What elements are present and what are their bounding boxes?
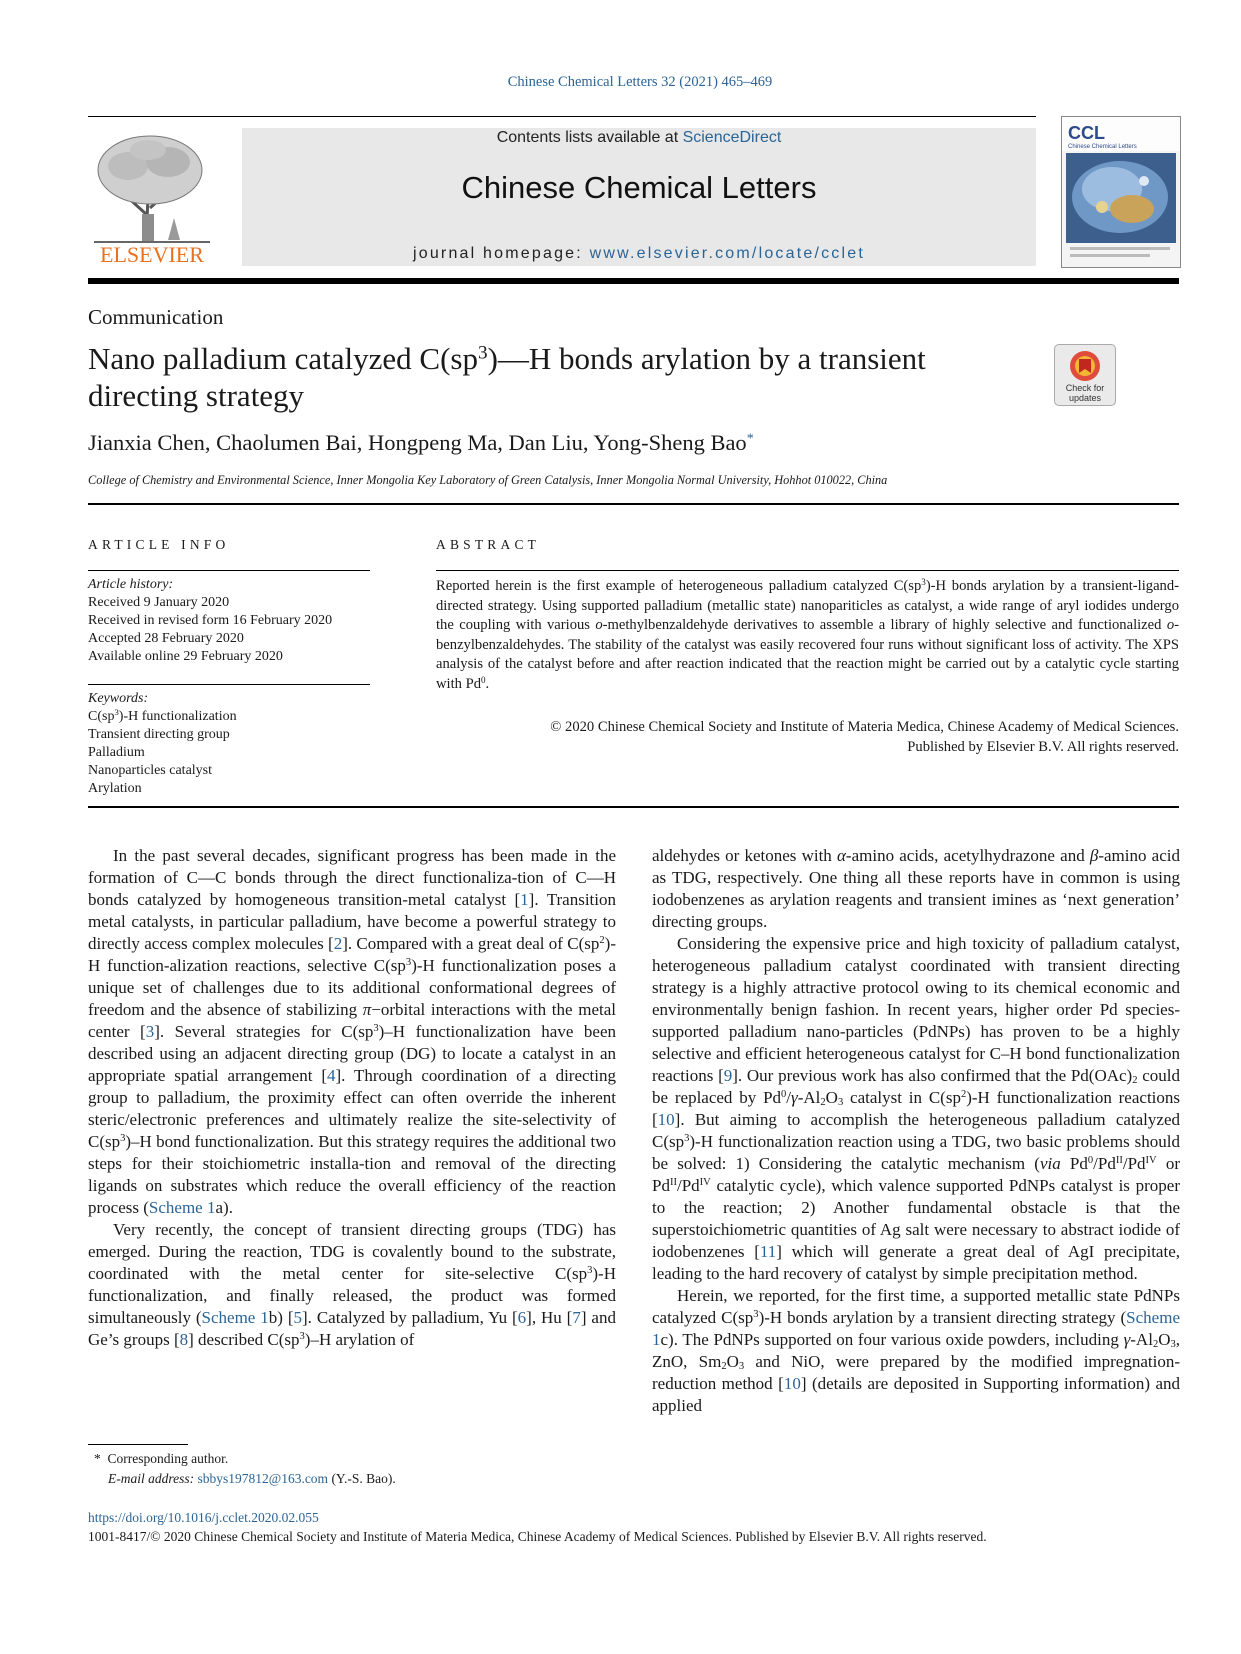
title-superscript: 3: [477, 342, 488, 364]
history-received: Received 9 January 2020: [88, 595, 230, 610]
keyword-item: Palladium: [88, 745, 145, 760]
keywords-rule: [88, 684, 370, 685]
email-suffix: (Y.-S. Bao).: [331, 1471, 396, 1486]
article-info-heading: ARTICLE INFO: [88, 537, 230, 552]
body-column-right: [652, 845, 1180, 1417]
issn-copyright: 1001-8417/© 2020 Chinese Chemical Society and Institute of Materia Medica, Chinese Academy of Medical Sciences. Published by Elsevier B.V. All rights reserved.: [88, 1529, 987, 1544]
keyword-item: Nanoparticles catalyst: [88, 763, 213, 778]
body-paragraph: In the past several decades, significant progress has been made in the formation of C—C bonds through the direct functionaliza-tion of C—H bonds catalyzed by homogeneous transition-metal catalyst [1]. Transition metal catalysts, in particular palladium, have become a powerful strategy to directly access complex molecules [2]. Compared with a great deal of $C(sp^2)-H$ function-alization reactions, selective $C(sp^3)-H$ functionalization poses a unique set of challenges due to its additional conformational degrees of freedom and the absence of stabilizing π−orbital interactions with the metal center [3]. Several strategies for $C(sp^3)-H$ functionalization have been described using an adjacent directing group (DG) to locate a catalyst in an appropriate spatial arrangement [4]. Through coordination of a directing group to palladium, the proximity effect can often override the inherent steric/electronic preferences and ultimately realize the site-selectivity of $C(sp^3)-H$ bond functionalization. But this strategy requires the additional two steps for their stoichiometric installa-tion and removal of the directing ligands on substrates which reduce the overall efficiency of the reaction process (Scheme 1a).: [88, 846, 616, 1217]
contents-prefix: Contents lists available at: [496, 129, 683, 146]
journal-homepage-line: [242, 245, 1036, 263]
contents-line: [242, 128, 1036, 147]
svg-text:ELSEVIER: ELSEVIER: [100, 242, 204, 267]
journal-banner: [242, 128, 1036, 266]
divider-rule: [88, 503, 1179, 505]
footnote-corresponding: Corresponding author.: [107, 1451, 229, 1466]
footnote-mark: *: [94, 1451, 101, 1466]
keyword-item: Transient directing group: [88, 727, 230, 742]
header-thick-rule: [88, 278, 1179, 284]
author-affiliation: College of Chemistry and Environmental Science, Inner Mongolia Key Laboratory of Green Catalysis, Inner Mongolia Normal University, Hohhot 010022, China: [88, 473, 888, 487]
body-column-left: [88, 845, 616, 1351]
abstract-segment: .: [485, 675, 490, 692]
body-paragraph: aldehydes or ketones with α-amino acids, acetylhydrazone and β-amino acid as TDG, respectively. One thing all these reports have in common is using iodobenzenes as arylation reagents and transient imines as ‘next generation’ directing groups.: [652, 846, 1180, 931]
check-updates-label: Check for updates: [1065, 383, 1105, 403]
authors-names: Jianxia Chen, Chaolumen Bai, Hongpeng Ma, Dan Liu, Yong-Sheng Bao: [88, 430, 747, 455]
homepage-prefix: journal homepage:: [412, 245, 590, 262]
title-part-a: Nano palladium catalyzed C(sp: [88, 341, 478, 376]
history-revised: Received in revised form 16 February 2020: [88, 613, 333, 628]
history-accepted: Accepted 28 February 2020: [88, 631, 244, 646]
copyright-line-2: Published by Elsevier B.V. All rights reserved.: [907, 738, 1179, 755]
copyright-line-1: © 2020 Chinese Chemical Society and Institute of Materia Medica, Chinese Academy of Medical Sciences.: [550, 719, 1179, 735]
svg-text:CCL: CCL: [1068, 123, 1105, 143]
keyword-superscript: 3: [114, 707, 119, 718]
title-part-b: )—H bonds arylation by a transient directing strategy: [88, 341, 926, 413]
abstract-heading: ABSTRACT: [436, 537, 541, 552]
keywords-list: [88, 690, 237, 798]
svg-text:Chinese Chemical Letters: Chinese Chemical Letters: [1068, 144, 1137, 150]
abstract-superscript: 0: [481, 674, 486, 685]
check-for-updates-button[interactable]: [1054, 344, 1116, 406]
history-label: Article history:: [88, 577, 174, 592]
body-paragraph: Very recently, the concept of transient directing groups (TDG) has emerged. During the reaction, TDG is covalently bound to the substrate, coordinated with the metal center for site-selective $C(sp^3)-H$ functionalization, and finally released, the product was formed simultaneously (Scheme 1b) [5]. Catalyzed by palladium, Yu [6], Hu [7] and Ge’s groups [8] described $C(sp^3)-H$ arylation of: [88, 1220, 616, 1349]
keyword-item: Arylation: [88, 781, 142, 796]
header-top-rule: [88, 116, 1036, 117]
footnote-rule: [88, 1444, 188, 1445]
journal-cover-image[interactable]: [1061, 116, 1181, 268]
corresponding-author-mark[interactable]: *: [746, 431, 754, 447]
bookmark-icon: [1067, 349, 1103, 383]
abstract-segment: )-H bonds arylation by a transient-ligand-directed strategy. Using supported palladium (metallic state) nanopariticles as catalyst, a wide range of aryl iodides undergo the coupling with various: [436, 578, 1180, 633]
abstract-segment: -methylbenzaldehyde derivatives to assemble a library of highly selective and functionalized: [602, 617, 1167, 633]
abstract-italic: o: [595, 617, 603, 633]
email-label: E-mail address:: [108, 1471, 195, 1486]
article-section-type: Communication: [88, 305, 224, 329]
abstract-segment: -benzylbenzaldehydes. The stability of the catalyst was easily recovered four runs without significant loss of activity. The XPS analysis of the catalyst before and after reaction indicated that the reaction might be carried out by a catalytic cycle starting with Pd: [436, 617, 1179, 692]
keyword-part: )-H functionalization: [118, 709, 237, 724]
corresponding-author-footnote: [94, 1449, 396, 1489]
article-info-rule: [88, 570, 370, 571]
doi-link[interactable]: https://doi.org/10.1016/j.cclet.2020.02.055: [88, 1510, 319, 1525]
body-paragraph: Considering the expensive price and high toxicity of palladium catalyst, heterogeneous palladium catalyst coordinated with transient directing strategy is a highly attractive protocol owing to its chemical economic and environmentally benign fashion. In recent years, higher order Pd species-supported palladium nano-particles (PdNPs) has proven to be a highly selective and efficient heterogeneous catalyst for C–H bond functionalization reactions [9]. Our previous work has also confirmed that the $Pd(OAc)_2$ could be replaced by $Pd^0/\gamma-Al_2O_3$ catalyst in $C(sp^2)-H$ functionalization reactions [10]. But aiming to accomplish the heterogeneous palladium catalyzed $C(sp^3)-H$ functionalization reaction using a TDG, two basic problems should be solved: 1) Considering the catalytic mechanism (via $Pd^0/Pd^{II}/Pd^{IV}$ or $Pd^{II}/Pd^{IV}$ catalytic cycle), which valence supported PdNPs catalyst is proper to the reaction; 2) Another fundamental obstacle is that the superstoichiometric quantities of Ag salt were necessary to abstract iodide of iodobenzenes [11] which will generate a great deal of AgI precipitate, leading to the hard recovery of catalyst by simple precipitation method.: [652, 934, 1181, 1283]
author-list: [88, 430, 754, 456]
body-paragraph: Herein, we reported, for the first time, a supported metallic state PdNPs catalyzed $C(sp^3)-H$ bonds arylation by a transient directing strategy (Scheme 1c). The PdNPs supported on four various oxide powders, including $\gamma-Al_2O_3$, ZnO, $Sm_2O_3$ and NiO, were prepared by the modified impregnation-reduction method [10] (details are deposited in Supporting information) and applied: [652, 1286, 1180, 1415]
journal-reference-link[interactable]: Chinese Chemical Letters 32 (2021) 465–469: [507, 74, 773, 90]
history-online: Available online 29 February 2020: [88, 649, 283, 664]
abstract-rule: [436, 570, 1179, 571]
abstract-text: [436, 577, 1179, 694]
article-title: [88, 340, 1038, 414]
sciencedirect-link[interactable]: ScienceDirect: [682, 129, 782, 146]
journal-title: Chinese Chemical Letters: [461, 170, 817, 205]
homepage-link[interactable]: www.elsevier.com/locate/cclet: [589, 245, 866, 262]
elsevier-tree-icon: [88, 128, 216, 268]
keywords-label: Keywords:: [88, 691, 149, 706]
email-link[interactable]: sbbys197812@163.com: [197, 1471, 329, 1486]
abstract-copyright: [436, 718, 1179, 757]
abstract-superscript: 3: [921, 577, 926, 588]
journal-cover-icon: [1062, 117, 1180, 267]
keyword-part: C(sp: [88, 709, 115, 724]
elsevier-logo[interactable]: [88, 128, 216, 268]
page-footer: [88, 1508, 987, 1546]
divider-rule: [88, 806, 1179, 808]
abstract-italic: o: [1166, 617, 1175, 633]
abstract-segment: Reported herein is the first example of heterogeneous palladium catalyzed C(sp: [436, 578, 922, 594]
keyword-item: [88, 708, 237, 726]
article-history: [88, 576, 332, 666]
